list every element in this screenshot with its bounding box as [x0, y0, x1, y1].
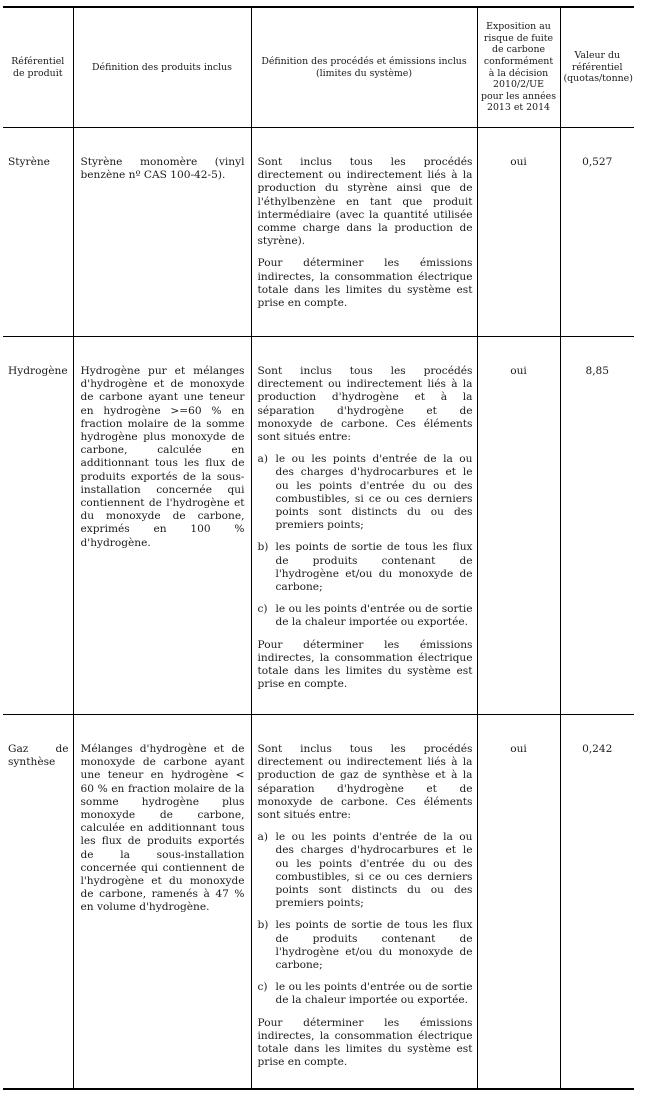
list-item: b) les points de sortie de tous les flux de produits contenant de l'hydrogène et/ou du monoxyde de carbone; — [257, 919, 473, 972]
process-intro: Sont inclus tous les procédés directement ou indirectement liés à la production du styrène ainsi que de l'éthylbenzène en tant que produit intermédiaire (avec la quantité utilisée comme charge dans la production de styrène). — [257, 156, 473, 248]
process-boundary-list — [258, 831, 473, 1007]
list-item: a) le ou les points d'entrée de la ou des charges d'hydrocarbures et le ou les points d'entrée du ou des combustibles, si ce ou ces derniers points sont distincts du ou des premiers points; — [257, 453, 473, 532]
process-definition — [251, 715, 477, 1089]
list-item: a) le ou les points d'entrée de la ou des charges d'hydrocarbures et le ou les points d'entrée du ou des combustibles, si ce ou ces derniers points sont distincts du ou des premiers points; — [257, 831, 473, 910]
product-name: Gaz de synthèse — [3, 715, 73, 1089]
header-product: Référentiel de produit — [3, 7, 73, 128]
benchmark-table — [3, 6, 634, 1090]
product-definition: Hydrogène pur et mélanges d'hydrogène et de monoxyde de carbone ayant une teneur en hydrogène >=60 % en fraction molaire de la somme hydrogène plus monoxyde de carbone, calculée en additionnant tous les flux de produits exportés de la sous-installation concernée qui contiennent de l'hydrogène et du monoxyde de carbone, exprimés en 100 % d'hydrogène. — [73, 337, 251, 715]
process-intro: Sont inclus tous les procédés directement ou indirectement liés à la production d'hydrogène et à la séparation d'hydrogène et de monoxyde de carbone. Ces éléments sont situés entre: — [257, 365, 473, 444]
process-definition — [251, 128, 477, 337]
table-row — [3, 715, 634, 1089]
header-process-definition: Définition des procédés et émissions inclus (limites du système) — [251, 7, 477, 128]
header-product-definition: Définition des produits inclus — [73, 7, 251, 128]
product-name: Styrène — [3, 128, 73, 337]
list-item: c) le ou les points d'entrée ou de sortie de la chaleur importée ou exportée. — [257, 603, 473, 629]
table-row — [3, 128, 634, 337]
carbon-leakage-exposure: oui — [477, 128, 560, 337]
process-outro: Pour déterminer les émissions indirectes, la consommation électrique totale dans les limites du système est prise en compte. — [257, 257, 473, 310]
benchmark-value: 8,85 — [560, 337, 634, 715]
table-row — [3, 337, 634, 715]
header-row — [3, 7, 634, 128]
list-item: c) le ou les points d'entrée ou de sortie de la chaleur importée ou exportée. — [257, 981, 473, 1007]
list-item: b) les points de sortie de tous les flux de produits contenant de l'hydrogène et/ou du monoxyde de carbone; — [257, 541, 473, 594]
process-intro: Sont inclus tous les procédés directement ou indirectement liés à la production de gaz de synthèse et à la séparation d'hydrogène et de monoxyde de carbone. Ces éléments sont situés entre: — [257, 743, 473, 822]
carbon-leakage-exposure: oui — [477, 337, 560, 715]
process-definition — [251, 337, 477, 715]
process-outro: Pour déterminer les émissions indirectes, la consommation électrique totale dans les limites du système est prise en compte. — [257, 1016, 473, 1069]
benchmark-value: 0,527 — [560, 128, 634, 337]
product-definition: Styrène monomère (vinyl benzène nº CAS 100-42-5). — [73, 128, 251, 337]
product-name: Hydrogène — [3, 337, 73, 715]
product-definition: Mélanges d'hydrogène et de monoxyde de carbone ayant une teneur en hydrogène < 60 % en fraction molaire de la somme hydrogène plus monoxyde de carbone, calculée en additionnant tous les flux de produits exportés de la sous-installation concernée qui contiennent de l'hydrogène et du monoxyde de carbone, ramenés à 47 % en volume d'hydrogène. — [73, 715, 251, 1089]
process-boundary-list — [258, 453, 473, 629]
header-benchmark-value: Valeur du référentiel (quotas/tonne) — [560, 7, 634, 128]
benchmark-value: 0,242 — [560, 715, 634, 1089]
header-carbon-leakage: Exposition au risque de fuite de carbone conformément à la décision 2010/2/UE pour les années 2013 et 2014 — [477, 7, 560, 128]
process-outro: Pour déterminer les émissions indirectes, la consommation électrique totale dans les limites du système est prise en compte. — [257, 638, 473, 691]
carbon-leakage-exposure: oui — [477, 715, 560, 1089]
